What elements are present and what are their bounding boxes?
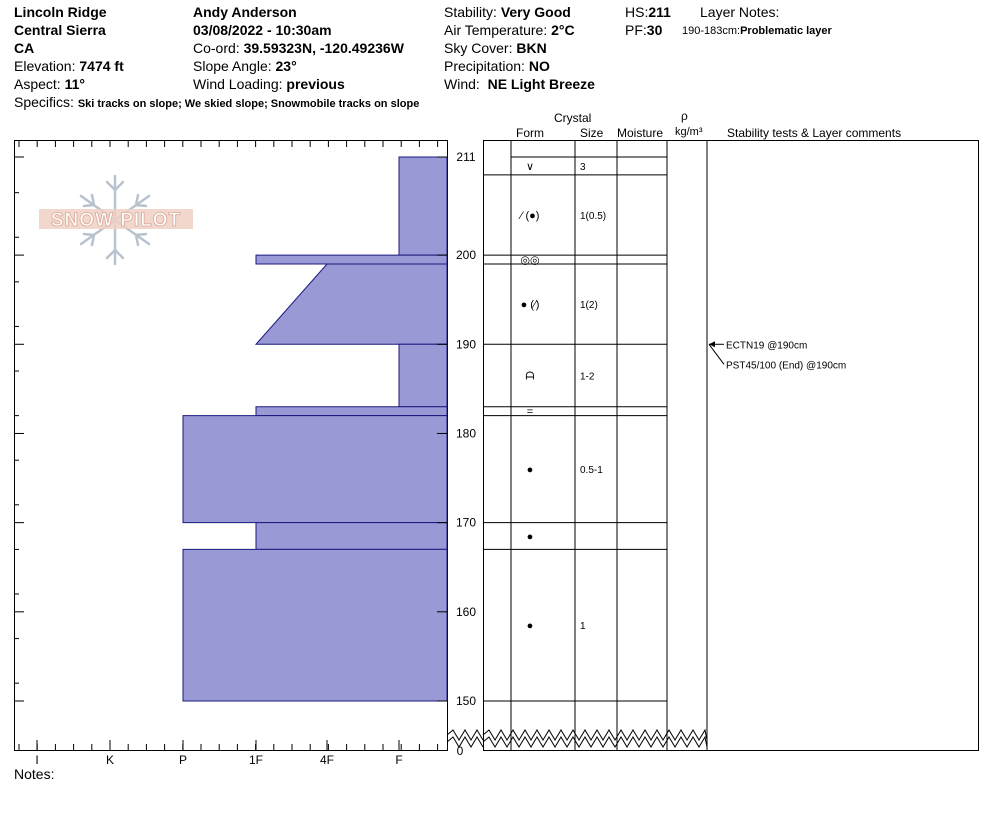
height-tick-label: 211 bbox=[456, 150, 476, 164]
sky-value: BKN bbox=[516, 40, 547, 56]
crystal-size: 3 bbox=[580, 161, 586, 173]
range-name: Central Sierra bbox=[14, 22, 106, 38]
logo-text: SNOW PILOT bbox=[50, 210, 182, 231]
hardness-bar-1 bbox=[256, 255, 447, 264]
density-unit-heading: kg/m³ bbox=[675, 126, 703, 138]
form-heading: Form bbox=[516, 126, 544, 140]
height-zero-label: 0 bbox=[456, 744, 464, 758]
aspect-row: Aspect: 11° bbox=[14, 76, 85, 92]
crystal-form-symbol: ● bbox=[526, 620, 534, 633]
height-tick-label: 200 bbox=[455, 248, 477, 263]
height-tick-label: 160 bbox=[455, 604, 477, 619]
observation-datetime: 03/08/2022 - 10:30am bbox=[193, 22, 332, 38]
specifics-row: Specifics: Ski tracks on slope; We skied slope; Snowmobile tracks on slope bbox=[14, 94, 420, 110]
slope-row: Slope Angle: 23° bbox=[193, 58, 297, 74]
crystal-size: 0.5-1 bbox=[580, 465, 603, 477]
coord-value: 39.59323N, -120.49236W bbox=[243, 40, 404, 56]
moisture-heading: Moisture bbox=[617, 126, 664, 140]
stability-test-label: ECTN19 @190cm bbox=[726, 340, 808, 352]
stability-row: Stability: Very Good bbox=[444, 4, 571, 20]
wind-row: Wind: NE Light Breeze bbox=[444, 76, 595, 92]
height-tick-label: 150 bbox=[455, 694, 477, 708]
specifics-value: Ski tracks on slope; We skied slope; Snowmobile tracks on slope bbox=[77, 98, 420, 110]
hardness-tick-label: I bbox=[35, 753, 39, 767]
notes-label: Notes: bbox=[14, 766, 55, 782]
aspect-value: 11° bbox=[64, 76, 85, 92]
slope-value: 23° bbox=[275, 58, 297, 74]
crystal-form-symbol: ● bbox=[526, 531, 534, 544]
tests-heading: Stability tests & Layer comments bbox=[727, 126, 902, 140]
rho-heading: ρ bbox=[681, 109, 688, 123]
pf-value: 30 bbox=[646, 22, 663, 38]
crystal-form-symbol: ∨ bbox=[525, 160, 535, 173]
hardness-tick-label: K bbox=[105, 753, 115, 767]
hardness-bar-3 bbox=[399, 344, 447, 406]
height-tick-label: 190 bbox=[455, 337, 477, 352]
hardness-tick-label: F bbox=[395, 753, 403, 767]
hardness-tick-label: 4F bbox=[319, 753, 335, 767]
hardness-tick-label: P bbox=[178, 753, 188, 767]
table-break-0 bbox=[483, 730, 707, 740]
crystal-size: 1 bbox=[580, 621, 586, 633]
height-tick-label: 170 bbox=[455, 515, 477, 530]
axis-break-1 bbox=[447, 737, 483, 747]
crystal-table-frame bbox=[484, 141, 979, 751]
hardness-bar-5 bbox=[183, 416, 447, 523]
crystal-size: 1-2 bbox=[580, 371, 595, 383]
hardness-tick-label: 1F bbox=[248, 753, 264, 767]
wind-value: NE Light Breeze bbox=[487, 76, 595, 92]
crystal-size: 1(0.5) bbox=[580, 210, 607, 222]
precip-row: Precipitation: NO bbox=[444, 58, 550, 74]
stability-test-label: PST45/100 (End) @190cm bbox=[726, 360, 847, 372]
crystal-heading: Crystal bbox=[554, 111, 592, 125]
air-temp-value: 2°C bbox=[551, 22, 575, 38]
melt-freeze-symbol: ◎◎ bbox=[520, 254, 540, 267]
wind-loading-row: Wind Loading: previous bbox=[193, 76, 345, 92]
pf-row: PF:30 bbox=[625, 22, 663, 38]
hardness-bar-6 bbox=[256, 523, 447, 550]
hs-row: HS:211 bbox=[625, 4, 671, 20]
crystal-form-symbol: ● bbox=[526, 464, 534, 477]
elevation-value: 7474 ft bbox=[79, 58, 124, 74]
precip-value: NO bbox=[528, 58, 550, 74]
hardness-bar-7 bbox=[183, 549, 447, 701]
crystal-form-symbol: ᗩ bbox=[525, 370, 535, 383]
wind-loading-value: previous bbox=[286, 76, 345, 92]
layer-note-range: 190-183cm: bbox=[682, 25, 741, 37]
state-name: CA bbox=[14, 40, 35, 56]
crystal-form-symbol: ⁄ (●) bbox=[520, 209, 540, 222]
layer-notes-label: Layer Notes: bbox=[700, 4, 780, 20]
hardness-bar-4 bbox=[256, 407, 447, 416]
test-arrow bbox=[709, 341, 715, 347]
crystal-size: 1(2) bbox=[580, 300, 598, 312]
hardness-bar-0 bbox=[399, 157, 447, 255]
sky-row: Sky Cover: BKN bbox=[444, 40, 547, 56]
hs-value: 211 bbox=[648, 4, 671, 20]
test-leader-1 bbox=[709, 344, 724, 364]
air-temp-row: Air Temperature: 2°C bbox=[444, 22, 575, 38]
elevation-row: Elevation: 7474 ft bbox=[14, 58, 124, 74]
observer-name: Andy Anderson bbox=[193, 4, 297, 20]
stability-value: Very Good bbox=[500, 4, 571, 20]
coord-row: Co-ord: 39.59323N, -120.49236W bbox=[193, 40, 404, 56]
location-name: Lincoln Ridge bbox=[14, 4, 107, 20]
size-heading: Size bbox=[580, 126, 604, 140]
crystal-form-symbol: = bbox=[526, 406, 534, 419]
table-break-1 bbox=[483, 737, 707, 747]
hardness-bar-2 bbox=[256, 264, 447, 344]
height-tick-label: 180 bbox=[455, 426, 477, 441]
layer-note-text: Problematic layer bbox=[740, 25, 832, 37]
crystal-form-symbol: ● (⁄) bbox=[520, 299, 540, 312]
